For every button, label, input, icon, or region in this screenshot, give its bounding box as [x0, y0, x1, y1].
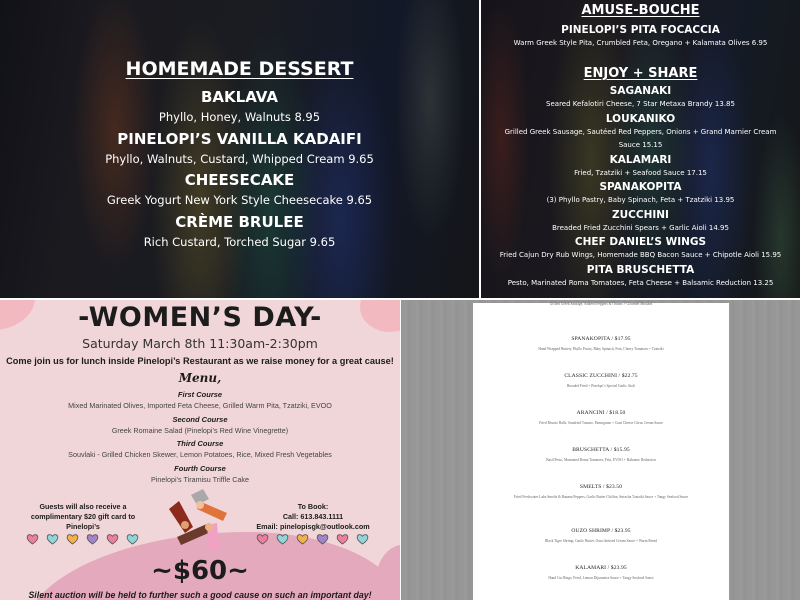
menu-item-name: SPANAKOPITA — [599, 181, 682, 193]
course-item — [0, 390, 400, 415]
menu-item — [473, 528, 729, 544]
course-title: Second Course — [172, 414, 228, 424]
enjoy-share-title: ENJOY + SHARE — [583, 66, 698, 81]
dessert-item-desc: Greek Yogurt New York Style Cheesecake 9.65 — [106, 193, 373, 207]
dessert-item-name: PINELOPI’S VANILLA KADAIFI — [117, 129, 362, 148]
heart-icon — [356, 533, 369, 545]
menu-item-desc: Hand Cut Rings, Fried, Lemon Dijonnaise Sauce + Tangy Seafood Sauce — [548, 576, 654, 580]
hearts-row-left — [26, 533, 139, 545]
hearts-row-right — [256, 533, 369, 545]
amuse-bouche-section — [481, 1, 800, 51]
gift-line: Pinelopi’s — [66, 522, 100, 531]
menu-item-name: PINELOPI’S PITA FOCACCIA — [561, 24, 720, 36]
menu-item — [473, 484, 729, 500]
heart-icon — [316, 533, 329, 545]
dessert-item-desc: Phyllo, Walnuts, Custard, Whipped Cream 9.65 — [105, 151, 374, 166]
course-desc: Mixed Marinated Olives, Imported Feta Cheese, Grilled Warm Pita, Tzatziki, EVOO — [68, 401, 332, 410]
enjoy-share-section — [481, 64, 800, 290]
gift-card-note — [28, 502, 138, 532]
menu-item-desc: Pesto, Marinated Roma Tomatoes, Feta Cheese + Balsamic Reduction 13.25 — [507, 278, 774, 287]
event-price: ~$60~ — [151, 556, 249, 586]
course-desc: Pinelopi’s Tiramisu Triffle Cake — [150, 474, 249, 484]
menu-item-desc: (3) Phyllo Pastry, Baby Spinach, Feta + Tzatziki 13.95 — [546, 196, 735, 204]
menu-page — [473, 303, 729, 600]
menu-item-name: SAGANAKI — [609, 85, 672, 97]
course-title: Fourth Course — [174, 463, 226, 473]
womens-day-flyer-panel — [0, 300, 400, 600]
dessert-item-name: CRÈME BRULEE — [175, 212, 304, 231]
menu-item-desc: Hand Wrapped Buttery Phyllo Pastry, Baby Spinach, Feta, Cherry Tomatoes + Tzatziki — [538, 347, 664, 351]
menu-item-desc: Breaded Fried + Pinelopi’s Special Garlic Aioli — [566, 384, 636, 388]
menu-item-name: CHEF DANIEL’S WINGS — [574, 236, 707, 248]
auction-note: Silent auction will be held to further such a good cause on such an important day! — [28, 590, 372, 600]
menu-item — [473, 336, 729, 352]
course-item — [0, 415, 400, 440]
menu-item-desc: Grilled Greek Sausage, Sautéed Peppers & Onions + Gourmet Mustard — [549, 302, 653, 306]
menu-item — [473, 410, 729, 426]
menu-item-desc: Grilled Greek Sausage, Sautéed Red Peppers, Onions + Grand Marnier Cream Sauce 15.15 — [504, 127, 777, 149]
menu-item-desc: Basil Pesto, Marinated Roma Tomatoes, Feta, EVOO + Balsamic Reduction — [546, 458, 656, 462]
gift-line: Guests will also receive a — [39, 502, 127, 511]
heart-icon — [126, 533, 139, 545]
heart-icon — [336, 533, 349, 545]
menu-item-name: PITA BRUSCHETTA — [586, 263, 695, 276]
menu-item-name: OUZO SHRIMP / $23.95 — [571, 528, 631, 534]
amuse-bouche-title: AMUSE-BOUCHE — [581, 3, 700, 18]
course-list — [0, 390, 400, 488]
menu-item — [473, 300, 729, 307]
menu-item-desc: Black Tiger Shrimp, Garlic Butter, Ouzo Infused Cream Sauce + Warm Bread — [544, 539, 657, 543]
heart-icon — [46, 533, 59, 545]
printed-menu-panel — [401, 300, 800, 600]
heart-icon — [66, 533, 79, 545]
dessert-item-name: CHEESECAKE — [184, 171, 295, 189]
menu-item-desc: Fried Risotto Balls, Sundried Tomato, Parmigiano + Goat Cheese Citrus Cream Sauce — [539, 421, 663, 425]
menu-item — [473, 373, 729, 389]
dessert-menu-panel — [0, 0, 479, 298]
heart-icon — [106, 533, 119, 545]
flyer-title: -WOMEN’S DAY- — [78, 302, 322, 333]
course-desc: Souvlaki - Grilled Chicken Skewer, Lemon Potatoes, Rice, Mixed Fresh Vegetables — [68, 450, 332, 459]
menu-item-desc: Fried Cajun Dry Rub Wings, Homemade BBQ Bacon Sauce + Chipotle Aioli 15.95 — [499, 251, 782, 259]
joined-hands-illustration — [163, 487, 238, 552]
heart-icon — [26, 533, 39, 545]
dessert-title: HOMEMADE DESSERT — [125, 58, 354, 80]
dessert-item-name: BAKLAVA — [200, 88, 278, 106]
gift-line: complimentary $20 gift card to — [30, 512, 136, 521]
booking-label: To Book: — [297, 502, 329, 511]
heart-icon — [296, 533, 309, 545]
menu-item-name: SPANAKOPITA / $17.95 — [571, 336, 631, 342]
appetizer-menu-panel — [481, 0, 800, 298]
menu-item — [473, 447, 729, 463]
menu-heading: Menu, — [178, 371, 222, 385]
event-intro: Come join us for lunch inside Pinelopi’s Restaurant as we raise money for a great cause! — [6, 356, 394, 366]
menu-item-name: ZUCCHINI — [612, 208, 669, 221]
heart-icon — [256, 533, 269, 545]
menu-item-desc: Fried, Tzatziki + Seafood Sauce 17.15 — [574, 168, 707, 177]
menu-item-name: BRUSCHETTA / $15.95 — [572, 447, 630, 453]
menu-item-desc: Breaded Fried Zucchini Spears + Garlic Aioli 14.95 — [552, 223, 729, 232]
heart-icon — [276, 533, 289, 545]
menu-item-name: CLASSIC ZUCCHINI / $22.75 — [564, 373, 638, 379]
course-title: First Course — [177, 390, 223, 399]
course-desc: Greek Romaine Salad (Pinelopi’s Red Wine Vinegrette) — [111, 425, 289, 435]
menu-item-desc: Fried Freshwater Lake Smelts & Banana Peppers, Garlic Butter Chiffon, Sriracha Tzatziki Sauce + Tangy Seafood Sauce — [513, 495, 689, 499]
event-date: Saturday March 8th 11:30am-2:30pm — [82, 336, 318, 351]
menu-item-desc: Seared Kefalotiri Cheese, 7 Star Metaxa Brandy 13.85 — [546, 100, 735, 108]
menu-item-desc: Warm Greek Style Pita, Crumbled Feta, Oregano + Kalamata Olives 6.95 — [513, 39, 768, 47]
menu-item-name: SMELTS / $23.50 — [579, 484, 623, 490]
menu-item-name: LOUKANIKO — [605, 112, 676, 125]
course-title: Third Course — [176, 439, 224, 448]
dessert-list — [0, 87, 479, 253]
course-item — [0, 439, 400, 464]
booking-email[interactable]: Email: pinelopisgk@outlook.com — [256, 522, 370, 531]
menu-item-name: KALAMARI — [609, 153, 672, 166]
menu-item — [473, 565, 729, 581]
menu-item-name: ARANCINI / $18.50 — [576, 410, 626, 416]
dessert-item-desc: Rich Custard, Torched Sugar 9.65 — [143, 234, 336, 249]
booking-info — [248, 502, 378, 532]
booking-phone[interactable]: Call: 613.843.1111 — [282, 512, 344, 521]
dessert-item-desc: Phyllo, Honey, Walnuts 8.95 — [158, 110, 321, 124]
course-item — [0, 464, 400, 489]
heart-icon — [86, 533, 99, 545]
menu-item-name: KALAMARI / $23.95 — [575, 565, 627, 571]
